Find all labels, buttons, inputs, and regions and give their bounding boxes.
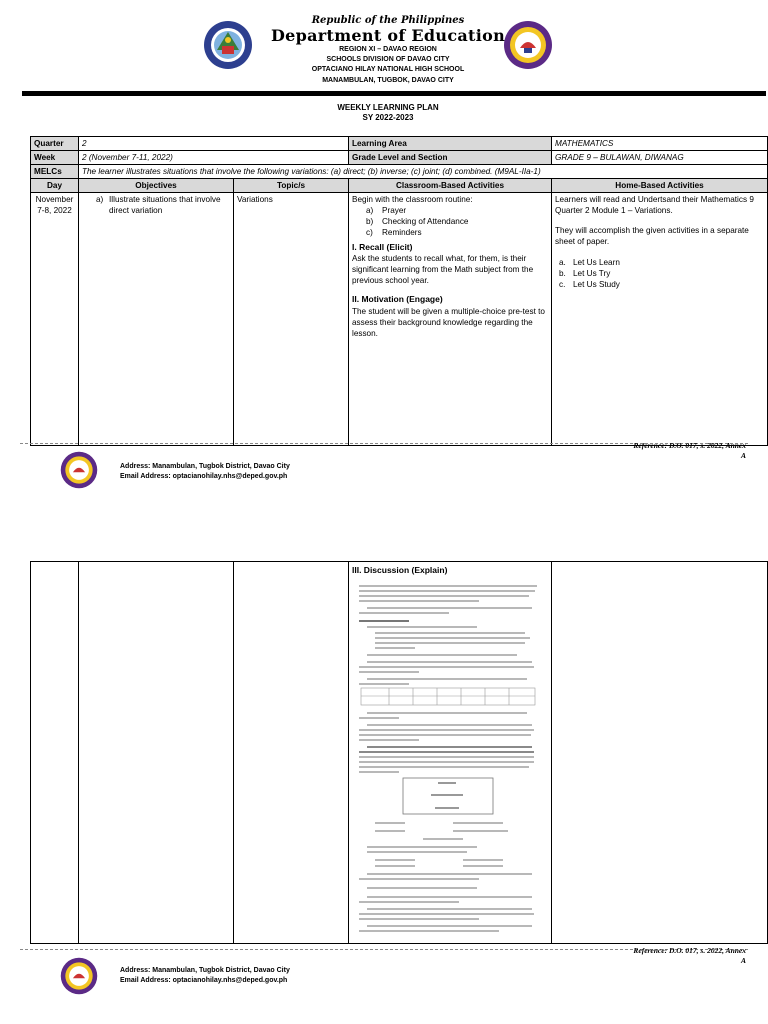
routine-marker: a) [366,206,374,216]
header-divider [22,91,766,96]
school-year: SY 2022-2023 [362,113,414,122]
footer-reference [566,946,746,966]
reference-line: Reference: D.O. 017, s. 2022, Annex [633,946,746,955]
classroom-activities-cell [349,193,552,446]
footer-school-logo [60,451,98,489]
motivation-heading: II. Motivation (Engage) [352,294,443,305]
topic-cell-continued [234,562,349,944]
document-title: WEEKLY LEARNING PLAN [337,103,439,112]
routine-item [366,216,548,227]
module-page-image [353,580,543,933]
footer-address-block [120,966,290,986]
home-list-item [559,268,764,279]
objectives-cell [79,193,234,446]
home-list-marker: a. [559,257,566,267]
routine-item [366,227,548,238]
column-header-day: Day [31,179,79,193]
footer-reference [566,441,746,461]
routine-text: Reminders [382,228,422,238]
melcs-label: MELCs [31,165,79,179]
republic-heading: Republic of the Philippines [311,15,465,26]
school-line: OPTACIANO HILAY NATIONAL HIGH SCHOOL [311,66,465,73]
home-list-item [559,257,764,268]
home-list-text: Let Us Study [573,279,620,289]
home-list [555,257,764,290]
routine-marker: c) [366,228,373,238]
column-header-topics: Topic/s [234,179,349,193]
department-heading: Department of Education [270,26,506,45]
module-page-graphic [353,580,543,933]
reference-line: Reference: D.O. 017, s. 2022, Annex [633,441,746,450]
footer-email: Email Address: optacianohilay.nhs@deped.gov.ph [120,977,288,985]
routine-list [352,205,548,238]
home-activities-cell [552,193,768,446]
week-label: Week [31,151,79,165]
division-line: SCHOOLS DIVISION OF DAVAO CITY [326,56,450,63]
grade-label: Grade Level and Section [349,151,552,165]
footer-address: Address: Manambulan, Tugbok District, Davao City [120,967,290,974]
routine-marker: b) [366,217,374,227]
home-list-item [559,279,764,290]
objective-text: Illustrate situations that involve direct variation [109,195,221,216]
reference-line: A [740,956,746,966]
reference-line: A [740,451,746,461]
footer-email: Email Address: optacianohilay.nhs@deped.gov.ph [120,473,288,481]
home-list-text: Let Us Learn [573,257,620,267]
quarter-value: 2 [79,137,349,151]
home-paragraph-1: Learners will read and Undertsand their Mathematics 9 Quarter 2 Module 1 – Variations. [555,195,754,216]
footer-address-block [120,462,290,482]
learning-plan-table [30,136,768,446]
melcs-value: The learner illustrates situations that involve the following variations: (a) direct; (b) inverse; (c) joint; (d) combined. (M9AL-IIa-1) [79,165,768,179]
column-header-home: Home-Based Activities [552,179,768,193]
home-list-marker: b. [559,268,566,278]
day-cell-continued [31,562,79,944]
learning-area-value: MATHEMATICS [552,137,768,151]
home-list-text: Let Us Try [573,268,611,278]
objectives-cell-continued [79,562,234,944]
day-cell: November 7-8, 2022 [31,193,79,446]
quarter-label: Quarter [31,137,79,151]
home-paragraph-2: They will accomplish the given activities in a separate sheet of paper. [555,226,749,247]
topic-cell: Variations [234,193,349,446]
home-activities-cell-continued [552,562,768,944]
routine-intro: Begin with the classroom routine: [352,195,473,205]
learning-area-label: Learning Area [349,137,552,151]
routine-item [366,205,548,216]
region-line: REGION XI – DAVAO REGION [339,46,437,53]
week-value: 2 (November 7-11, 2022) [79,151,349,165]
location-line: MANAMBULAN, TUGBOK, DAVAO CITY [322,77,454,84]
routine-text: Checking of Attendance [382,217,469,227]
column-header-objectives: Objectives [79,179,234,193]
footer-school-logo [60,957,98,995]
column-header-classroom: Classroom-Based Activities [349,179,552,193]
grade-value: GRADE 9 – BULAWAN, DIWANAG [552,151,768,165]
routine-text: Prayer [382,206,407,216]
motivation-text: The student will be given a multiple-choice pre-test to assess their background knowledge regarding the lesson. [352,306,545,338]
footer-address: Address: Manambulan, Tugbok District, Davao City [120,463,290,470]
recall-heading: I. Recall (Elicit) [352,241,413,252]
discussion-heading: III. Discussion (Explain) [352,565,448,575]
home-list-marker: c. [559,279,566,289]
recall-text: Ask the students to recall what, for them, is their significant learning from the Math subject from the previous school year. [352,253,534,286]
objective-marker: a) [96,195,104,205]
